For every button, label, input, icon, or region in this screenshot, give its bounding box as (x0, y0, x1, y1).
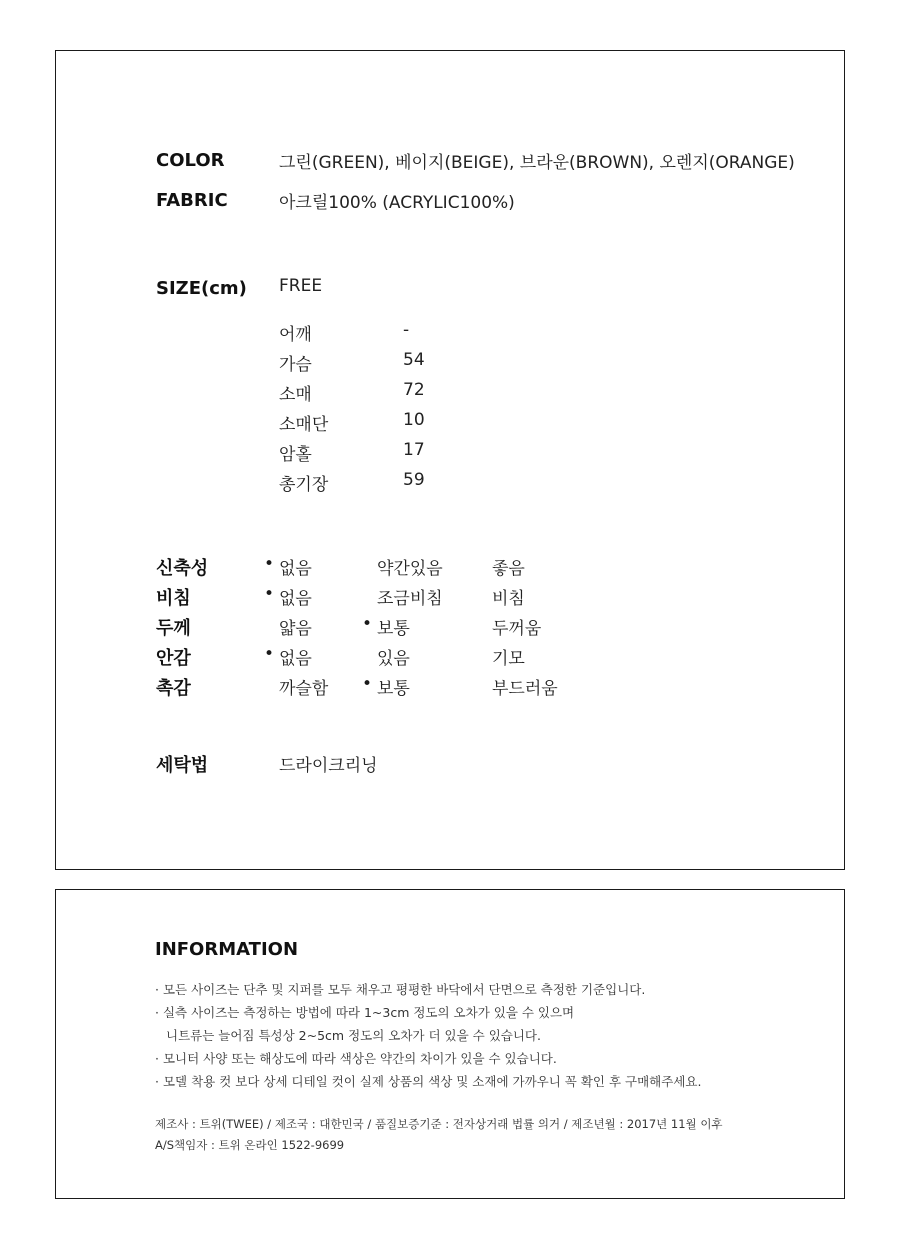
product-spec-panel (55, 50, 845, 870)
wash-value: 드라이크리닝 (279, 756, 378, 776)
selected-bullet-icon: • (264, 644, 275, 664)
size-measure: 59 (403, 470, 425, 490)
size-value: FREE (279, 276, 323, 296)
attribute-option: 좋음 (492, 559, 525, 579)
attribute-label: 비침 (156, 588, 191, 609)
attribute-option: 없음 (279, 589, 312, 609)
selected-bullet-icon: • (264, 584, 275, 604)
wash-label: 세탁법 (156, 755, 209, 776)
attribute-label: 촉감 (156, 678, 191, 699)
attribute-option: 없음 (279, 649, 312, 669)
info-line: · 모델 착용 컷 보다 상세 디테일 컷이 실제 상품의 색상 및 소재에 가까우니 꼭 확인 후 구매해주세요. (155, 1074, 702, 1089)
selected-bullet-icon: • (362, 614, 373, 634)
size-measure: 10 (403, 410, 425, 430)
color-label: COLOR (156, 150, 225, 171)
selected-bullet-icon: • (264, 554, 275, 574)
attribute-option: 두꺼움 (492, 619, 542, 639)
size-measure: 72 (403, 380, 425, 400)
attribute-option: 조금비침 (377, 589, 443, 609)
size-name: 소매 (279, 385, 312, 405)
color-value: 그린(GREEN), 베이지(BEIGE), 브라운(BROWN), 오렌지(ORANGE) (279, 153, 795, 173)
attribute-option: 약간있음 (377, 559, 443, 579)
size-measure: 17 (403, 440, 425, 460)
attribute-label: 안감 (156, 648, 191, 669)
size-measure: 54 (403, 350, 425, 370)
attribute-option: 얇음 (279, 619, 312, 639)
attribute-option: 보통 (377, 619, 410, 639)
size-name: 어깨 (279, 325, 312, 345)
information-panel (55, 889, 845, 1199)
info-line: 니트류는 늘어짐 특성상 2~5cm 정도의 오차가 더 있을 수 있습니다. (166, 1028, 541, 1043)
attribute-option: 기모 (492, 649, 525, 669)
size-name: 총기장 (279, 475, 329, 495)
info-line: · 모니터 사양 또는 해상도에 따라 색상은 약간의 차이가 있을 수 있습니다. (155, 1051, 557, 1066)
info-line: · 실측 사이즈는 측정하는 방법에 따라 1~3cm 정도의 오차가 있을 수 있으며 (155, 1005, 575, 1020)
as-contact: A/S책임자 : 트위 온라인 1522-9699 (155, 1138, 345, 1152)
info-line: · 모든 사이즈는 단추 및 지퍼를 모두 채우고 평평한 바닥에서 단면으로 측정한 기준입니다. (155, 982, 646, 997)
attribute-option: 까슬함 (279, 679, 329, 699)
selected-bullet-icon: • (362, 674, 373, 694)
size-name: 암홀 (279, 445, 312, 465)
attribute-option: 비침 (492, 589, 525, 609)
attribute-option: 있음 (377, 649, 410, 669)
size-label: SIZE(cm) (156, 278, 247, 299)
attribute-label: 신축성 (156, 558, 209, 579)
attribute-option: 보통 (377, 679, 410, 699)
attribute-option: 부드러움 (492, 679, 558, 699)
attribute-label: 두께 (156, 618, 191, 639)
size-measure: - (403, 320, 410, 340)
attribute-option: 없음 (279, 559, 312, 579)
fabric-value: 아크릴100% (ACRYLIC100%) (279, 193, 515, 213)
information-title: INFORMATION (155, 939, 299, 960)
fabric-label: FABRIC (156, 190, 228, 211)
maker-info: 제조사 : 트위(TWEE) / 제조국 : 대한민국 / 품질보증기준 : 전자상거래 법률 의거 / 제조년월 : 2017년 11월 이후 (155, 1117, 723, 1131)
size-name: 가슴 (279, 355, 312, 375)
size-name: 소매단 (279, 415, 329, 435)
